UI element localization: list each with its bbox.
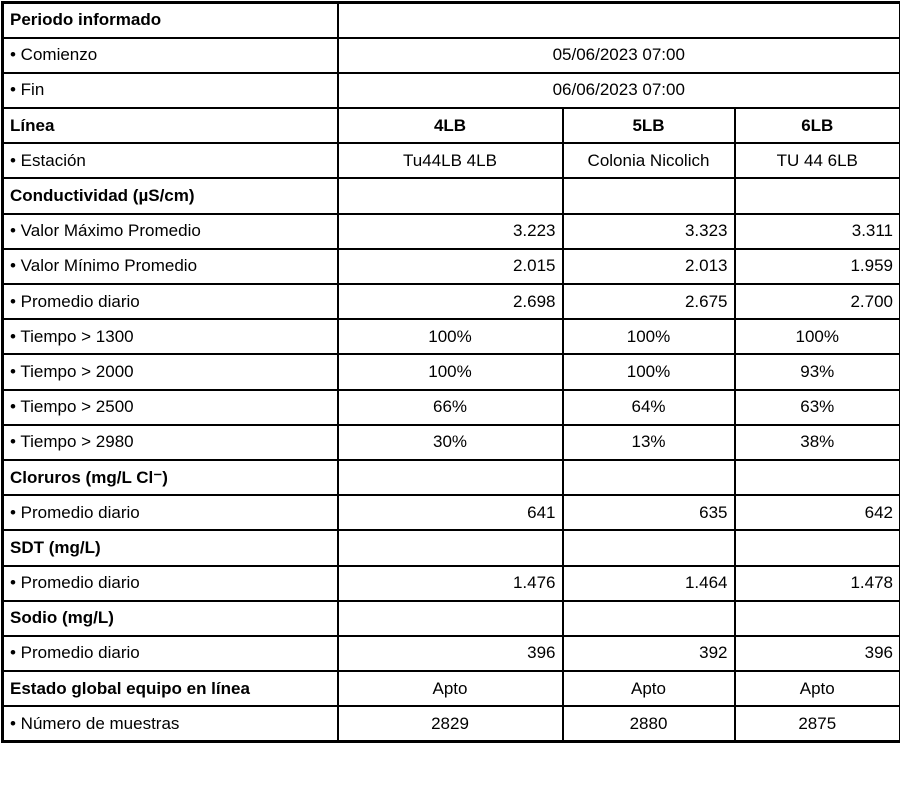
tiempo-2500-6lb: 63% (735, 390, 900, 425)
tiempo-1300-4lb: 100% (338, 319, 563, 354)
row-valor-minimo (3, 249, 900, 284)
row-conductividad-title (3, 178, 900, 213)
row-comienzo (3, 38, 900, 73)
promedio-conductividad-6lb: 2.700 (735, 284, 900, 319)
row-promedio-conductividad (3, 284, 900, 319)
section-title-estado-global: Estado global equipo en línea (3, 671, 338, 706)
section-title-periodo: Periodo informado (3, 3, 338, 38)
row-label-promedio-cloruros: • Promedio diario (3, 495, 338, 530)
section-title-conductividad: Conductividad (µS/cm) (3, 178, 338, 213)
tiempo-2000-6lb: 93% (735, 354, 900, 389)
row-numero-muestras (3, 706, 900, 741)
promedio-sodio-5lb: 392 (563, 636, 735, 671)
promedio-sdt-5lb: 1.464 (563, 566, 735, 601)
row-tiempo-1300 (3, 319, 900, 354)
row-cloruros-title (3, 460, 900, 495)
status-badge-4lb: Apto (338, 671, 563, 706)
line-name-5lb: 5LB (563, 108, 735, 143)
row-promedio-sdt (3, 566, 900, 601)
line-name-4lb: 4LB (338, 108, 563, 143)
section-title-linea: Línea (3, 108, 338, 143)
tiempo-2980-5lb: 13% (563, 425, 735, 460)
row-label-tiempo-2980: • Tiempo > 2980 (3, 425, 338, 460)
numero-muestras-6lb: 2875 (735, 706, 900, 741)
row-fin (3, 73, 900, 108)
tiempo-1300-6lb: 100% (735, 319, 900, 354)
valor-maximo-4lb: 3.223 (338, 214, 563, 249)
empty-cell (735, 460, 900, 495)
empty-cell (563, 178, 735, 213)
empty-cell (735, 601, 900, 636)
row-promedio-cloruros (3, 495, 900, 530)
row-tiempo-2980 (3, 425, 900, 460)
valor-minimo-4lb: 2.015 (338, 249, 563, 284)
tiempo-2000-4lb: 100% (338, 354, 563, 389)
row-promedio-sodio (3, 636, 900, 671)
row-label-valor-minimo: • Valor Mínimo Promedio (3, 249, 338, 284)
row-linea (3, 108, 900, 143)
empty-cell (338, 460, 563, 495)
estacion-value-6lb: TU 44 6LB (735, 143, 900, 178)
valor-maximo-6lb: 3.311 (735, 214, 900, 249)
tiempo-2500-4lb: 66% (338, 390, 563, 425)
comienzo-value: 05/06/2023 07:00 (338, 38, 900, 73)
row-label-tiempo-2000: • Tiempo > 2000 (3, 354, 338, 389)
numero-muestras-4lb: 2829 (338, 706, 563, 741)
promedio-conductividad-5lb: 2.675 (563, 284, 735, 319)
valor-maximo-5lb: 3.323 (563, 214, 735, 249)
valor-minimo-5lb: 2.013 (563, 249, 735, 284)
promedio-sdt-4lb: 1.476 (338, 566, 563, 601)
tiempo-2980-6lb: 38% (735, 425, 900, 460)
promedio-cloruros-5lb: 635 (563, 495, 735, 530)
promedio-sdt-6lb: 1.478 (735, 566, 900, 601)
fin-value: 06/06/2023 07:00 (338, 73, 900, 108)
row-sdt-title (3, 530, 900, 565)
section-title-cloruros: Cloruros (mg/L Cl⁻) (3, 460, 338, 495)
valor-minimo-6lb: 1.959 (735, 249, 900, 284)
empty-cell (563, 601, 735, 636)
periodo-empty-cell (338, 3, 900, 38)
empty-cell (338, 601, 563, 636)
row-label-promedio-conductividad: • Promedio diario (3, 284, 338, 319)
tiempo-2980-4lb: 30% (338, 425, 563, 460)
promedio-sodio-4lb: 396 (338, 636, 563, 671)
empty-cell (735, 178, 900, 213)
estacion-value-5lb: Colonia Nicolich (563, 143, 735, 178)
tiempo-2500-5lb: 64% (563, 390, 735, 425)
promedio-sodio-6lb: 396 (735, 636, 900, 671)
status-badge-5lb: Apto (563, 671, 735, 706)
promedio-cloruros-4lb: 641 (338, 495, 563, 530)
water-quality-report-table (1, 1, 900, 743)
row-sodio-title (3, 601, 900, 636)
row-tiempo-2500 (3, 390, 900, 425)
row-label-fin: • Fin (3, 73, 338, 108)
promedio-conductividad-4lb: 2.698 (338, 284, 563, 319)
row-estacion (3, 143, 900, 178)
promedio-cloruros-6lb: 642 (735, 495, 900, 530)
row-label-tiempo-1300: • Tiempo > 1300 (3, 319, 338, 354)
empty-cell (735, 530, 900, 565)
row-label-comienzo: • Comienzo (3, 38, 338, 73)
row-label-promedio-sodio: • Promedio diario (3, 636, 338, 671)
row-valor-maximo (3, 214, 900, 249)
row-tiempo-2000 (3, 354, 900, 389)
line-name-6lb: 6LB (735, 108, 900, 143)
empty-cell (563, 530, 735, 565)
tiempo-2000-5lb: 100% (563, 354, 735, 389)
row-estado-global (3, 671, 900, 706)
row-label-valor-maximo: • Valor Máximo Promedio (3, 214, 338, 249)
section-title-sdt: SDT (mg/L) (3, 530, 338, 565)
tiempo-1300-5lb: 100% (563, 319, 735, 354)
numero-muestras-5lb: 2880 (563, 706, 735, 741)
row-label-promedio-sdt: • Promedio diario (3, 566, 338, 601)
row-periodo-informado (3, 3, 900, 38)
status-badge-6lb: Apto (735, 671, 900, 706)
row-label-numero-muestras: • Número de muestras (3, 706, 338, 741)
empty-cell (338, 530, 563, 565)
section-title-sodio: Sodio (mg/L) (3, 601, 338, 636)
empty-cell (563, 460, 735, 495)
estacion-value-4lb: Tu44LB 4LB (338, 143, 563, 178)
row-label-tiempo-2500: • Tiempo > 2500 (3, 390, 338, 425)
row-label-estacion: • Estación (3, 143, 338, 178)
empty-cell (338, 178, 563, 213)
